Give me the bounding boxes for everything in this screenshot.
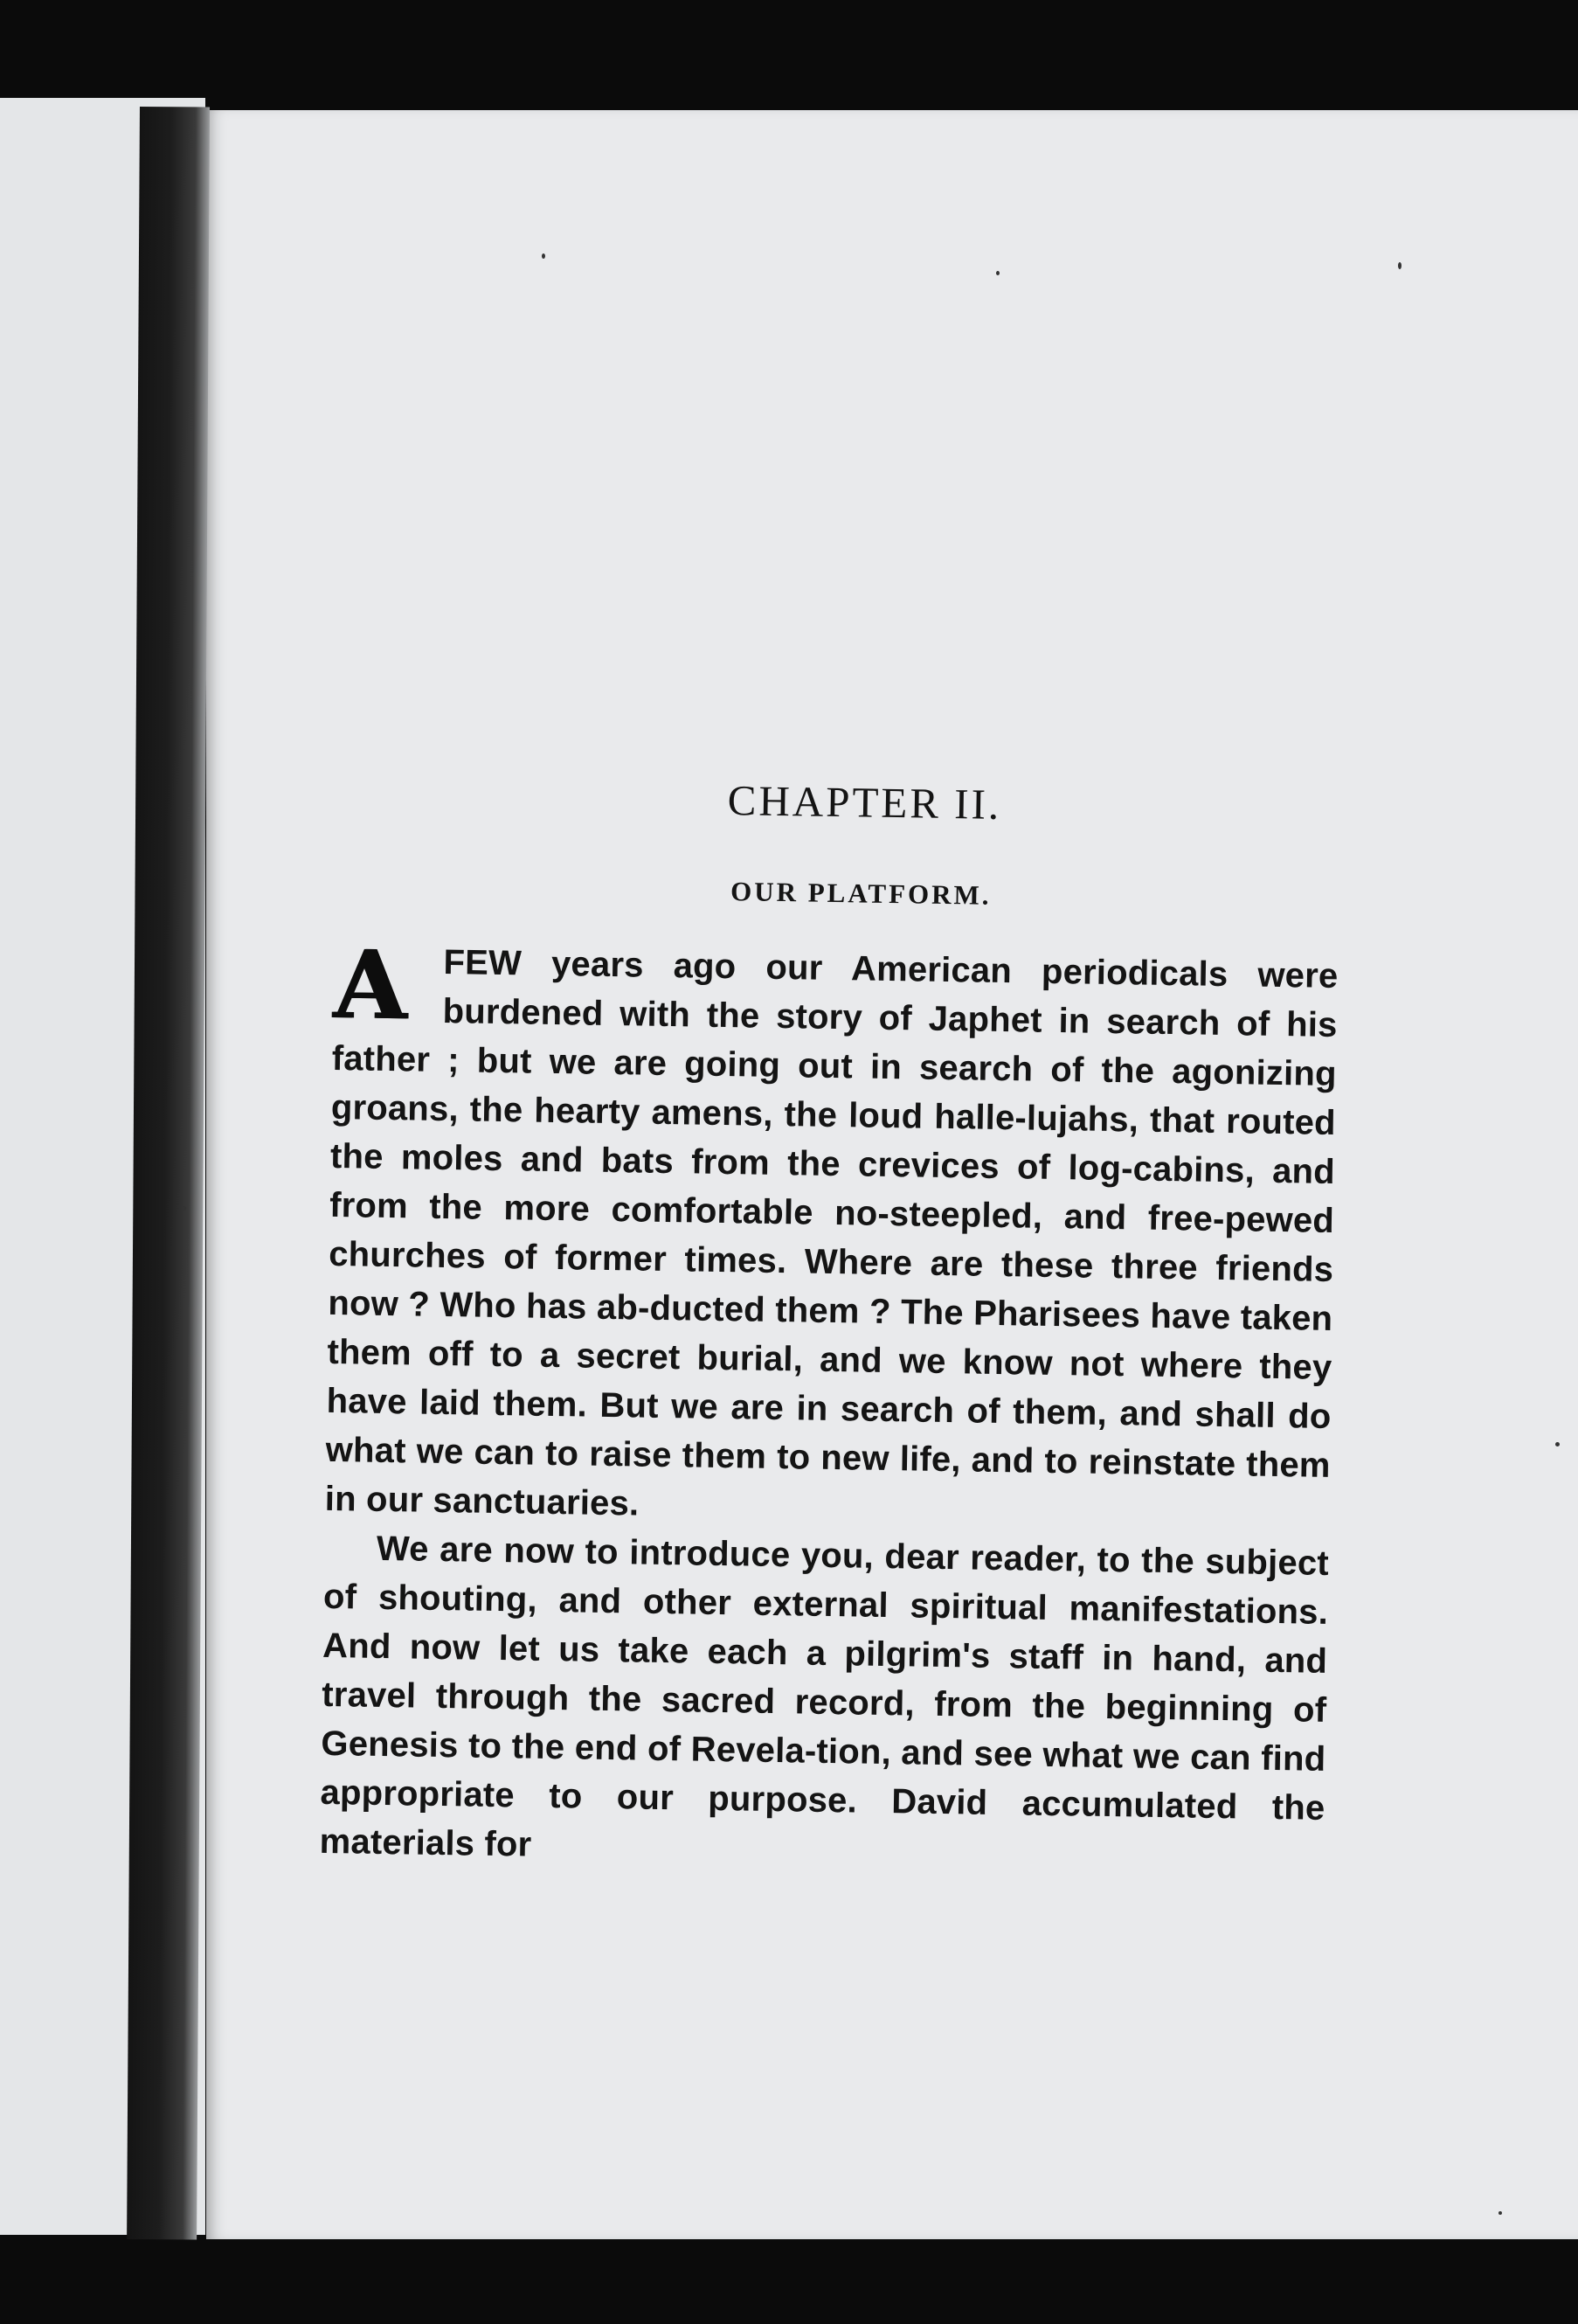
dust-speck: [542, 253, 545, 259]
dust-speck: [1498, 2211, 1502, 2215]
drop-cap: A: [332, 929, 408, 1042]
paragraph-1-text: FEW years ago our American periodicals were burdened with the story of Japhet in search of his father ; but we are going out in search of the agonizing groans, the hearty amens, the loud halle-lujahs, that routed the moles and bats from the crevices of log-cabins, and from the more comfortable no-steepled, and free-pewed churches of former times. Where are these three friends now ? Who has ab-ducted them ? The Pharisees have taken them off to a secret burial, and we know not where they have laid them. But we are in search of them, and shall do what we can to raise them to new life, and to reinstate them in our sanctuaries.: [324, 942, 1339, 1523]
paragraph-2: We are now to introduce you, dear reader, to the subject of shouting, and other external spiritual manifestations. And now let us take each a pilgrim's staff in hand, and travel through the sacred record, from the beginning of Genesis to the end of Revela-tion, and see what we can find appropriate to our purpose. David accumulated the materials for: [319, 1529, 1330, 1864]
dust-speck: [996, 271, 1000, 275]
paragraph-1: [324, 929, 1339, 1539]
chapter-title: CHAPTER II.: [727, 776, 1002, 829]
dust-speck: [182, 1206, 186, 1211]
page-text-block: [319, 769, 1341, 1882]
binding-gutter: [127, 107, 210, 2239]
dust-speck: [1555, 1442, 1560, 1446]
dust-speck: [1398, 262, 1402, 269]
section-title: OUR PLATFORM.: [730, 876, 992, 911]
